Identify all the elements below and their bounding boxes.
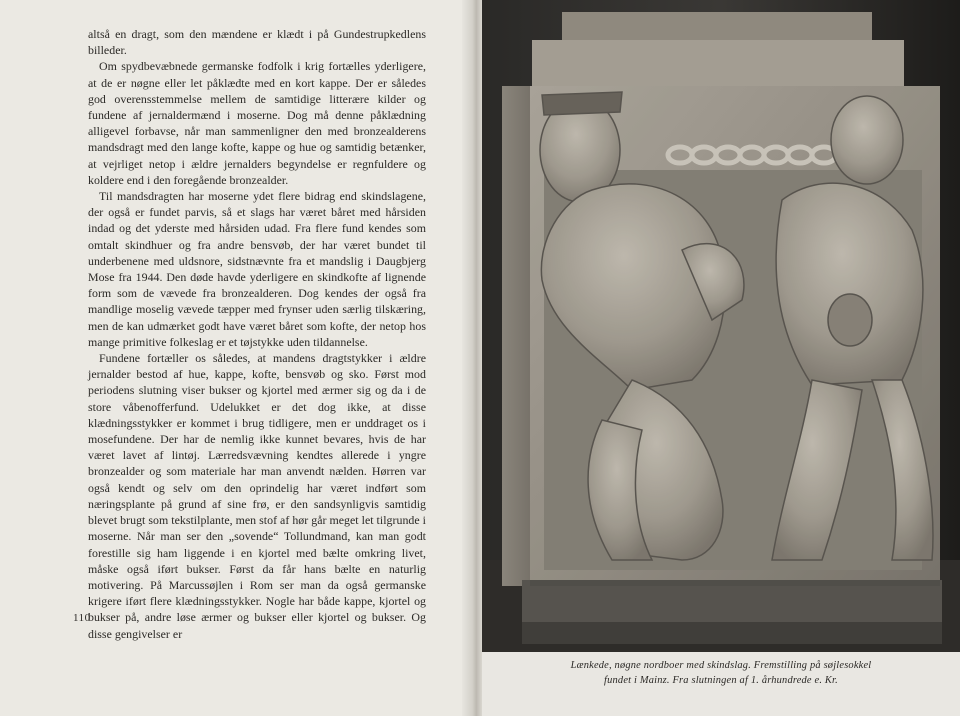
page-number: 110 [73, 612, 91, 624]
paragraph: Om spydbevæbnede germanske fodfolk i krig fortælles yderligere, at de er nøgne eller let påklædte med en kort kappe. Der er således god overensstemmelse mellem de samtidige litterære kilder og fundene af jernaldermænd i moserne. Dog må denne påklædning alligevel forbavse, når man sammenligner den med bronzealderens mandsdragt med den lange kofte, kappe og hue og samtidig betænker, at vejrliget netop i ældre jernalders begyndelse er regnfuldere og koldere end i den foregående bronzealder. [88, 59, 426, 187]
caption-line: Lænkede, nøgne nordboer med skindslag. Fremstilling på søjlesokkel [570, 660, 872, 671]
left-page [0, 0, 472, 716]
stone-relief-photo [482, 0, 960, 652]
paragraph-continuation: altså en dragt, som den mændene er klædt i på Gundestrupkedlens billeder. [88, 27, 426, 58]
relief-illustration [482, 0, 960, 652]
body-text [88, 26, 426, 642]
caption-line: fundet i Mainz. Fra slutningen af 1. århundrede e. Kr. [604, 675, 838, 686]
paragraph: Fundene fortæller os således, at mandens dragtstykker i ældre jernalder bestod af hue, kappe, kofte, bensvøb og sko. Først mod periodens slutning viser bukser og kjortel med ærmer sig og da i de store våbenofferfund. Udelukket er det dog ikke, at disse klædningsstykker er kommet i brug tidligere, men er unddraget os i mosefundene. Der har de nemlig ikke kunnet bevares, hvis de har været lavet af lintøj. Lærredsvævning kendtes allerede i yngre bronzealder og som materiale har man anvendt nælden. Hørren var også kendt og selv om den oprindelig har været indført som næringsplante på grund af sine frø, er den sandsynligvis samtidig blevet brugt som tekstilplante, men stof af hør går meget let tilgrunde i moserne. Når man ser den „sovende“ Tollundmand, kan man godt forestille sig ham liggende i en kjortel med bælte omkring livet, måske også iført bukser. Først da får hans bælte en naturlig motivering. På Marcussøjlen i Rom ser man da også germanske krigere iført flere klædningsstykker. Nogle har både kappe, kjortel og bukser på, andre løse ærmer og bukser eller kjortel og bukser. Og disse gengivelser er [88, 351, 426, 641]
paragraph: Til mandsdragten har moserne ydet flere bidrag end skindslagene, der også er fundet parvis, så et slags har været båret med hårsiden indad og det yderste med hårsiden udad. Fra flere fund kendes som omtalt skindhuer og fra andre bensvøb, der har været bundet til underbenene med uldsnore, sidstnævnte fra et mandslig i Daugbjerg Mose fra 1944. Den døde havde yderligere en skindkofte af lignende form som de vævede fra bronzealderen. Dog kendes der også fra mandlige moselig vævede tæpper med frynser uden særlig tilskæring, men de kan udmærket godt have været båret som kofte, der netop hos mange primitive folkeslag er et tøjstykke uden tildannelse. [88, 189, 426, 349]
photo-caption [486, 658, 956, 688]
